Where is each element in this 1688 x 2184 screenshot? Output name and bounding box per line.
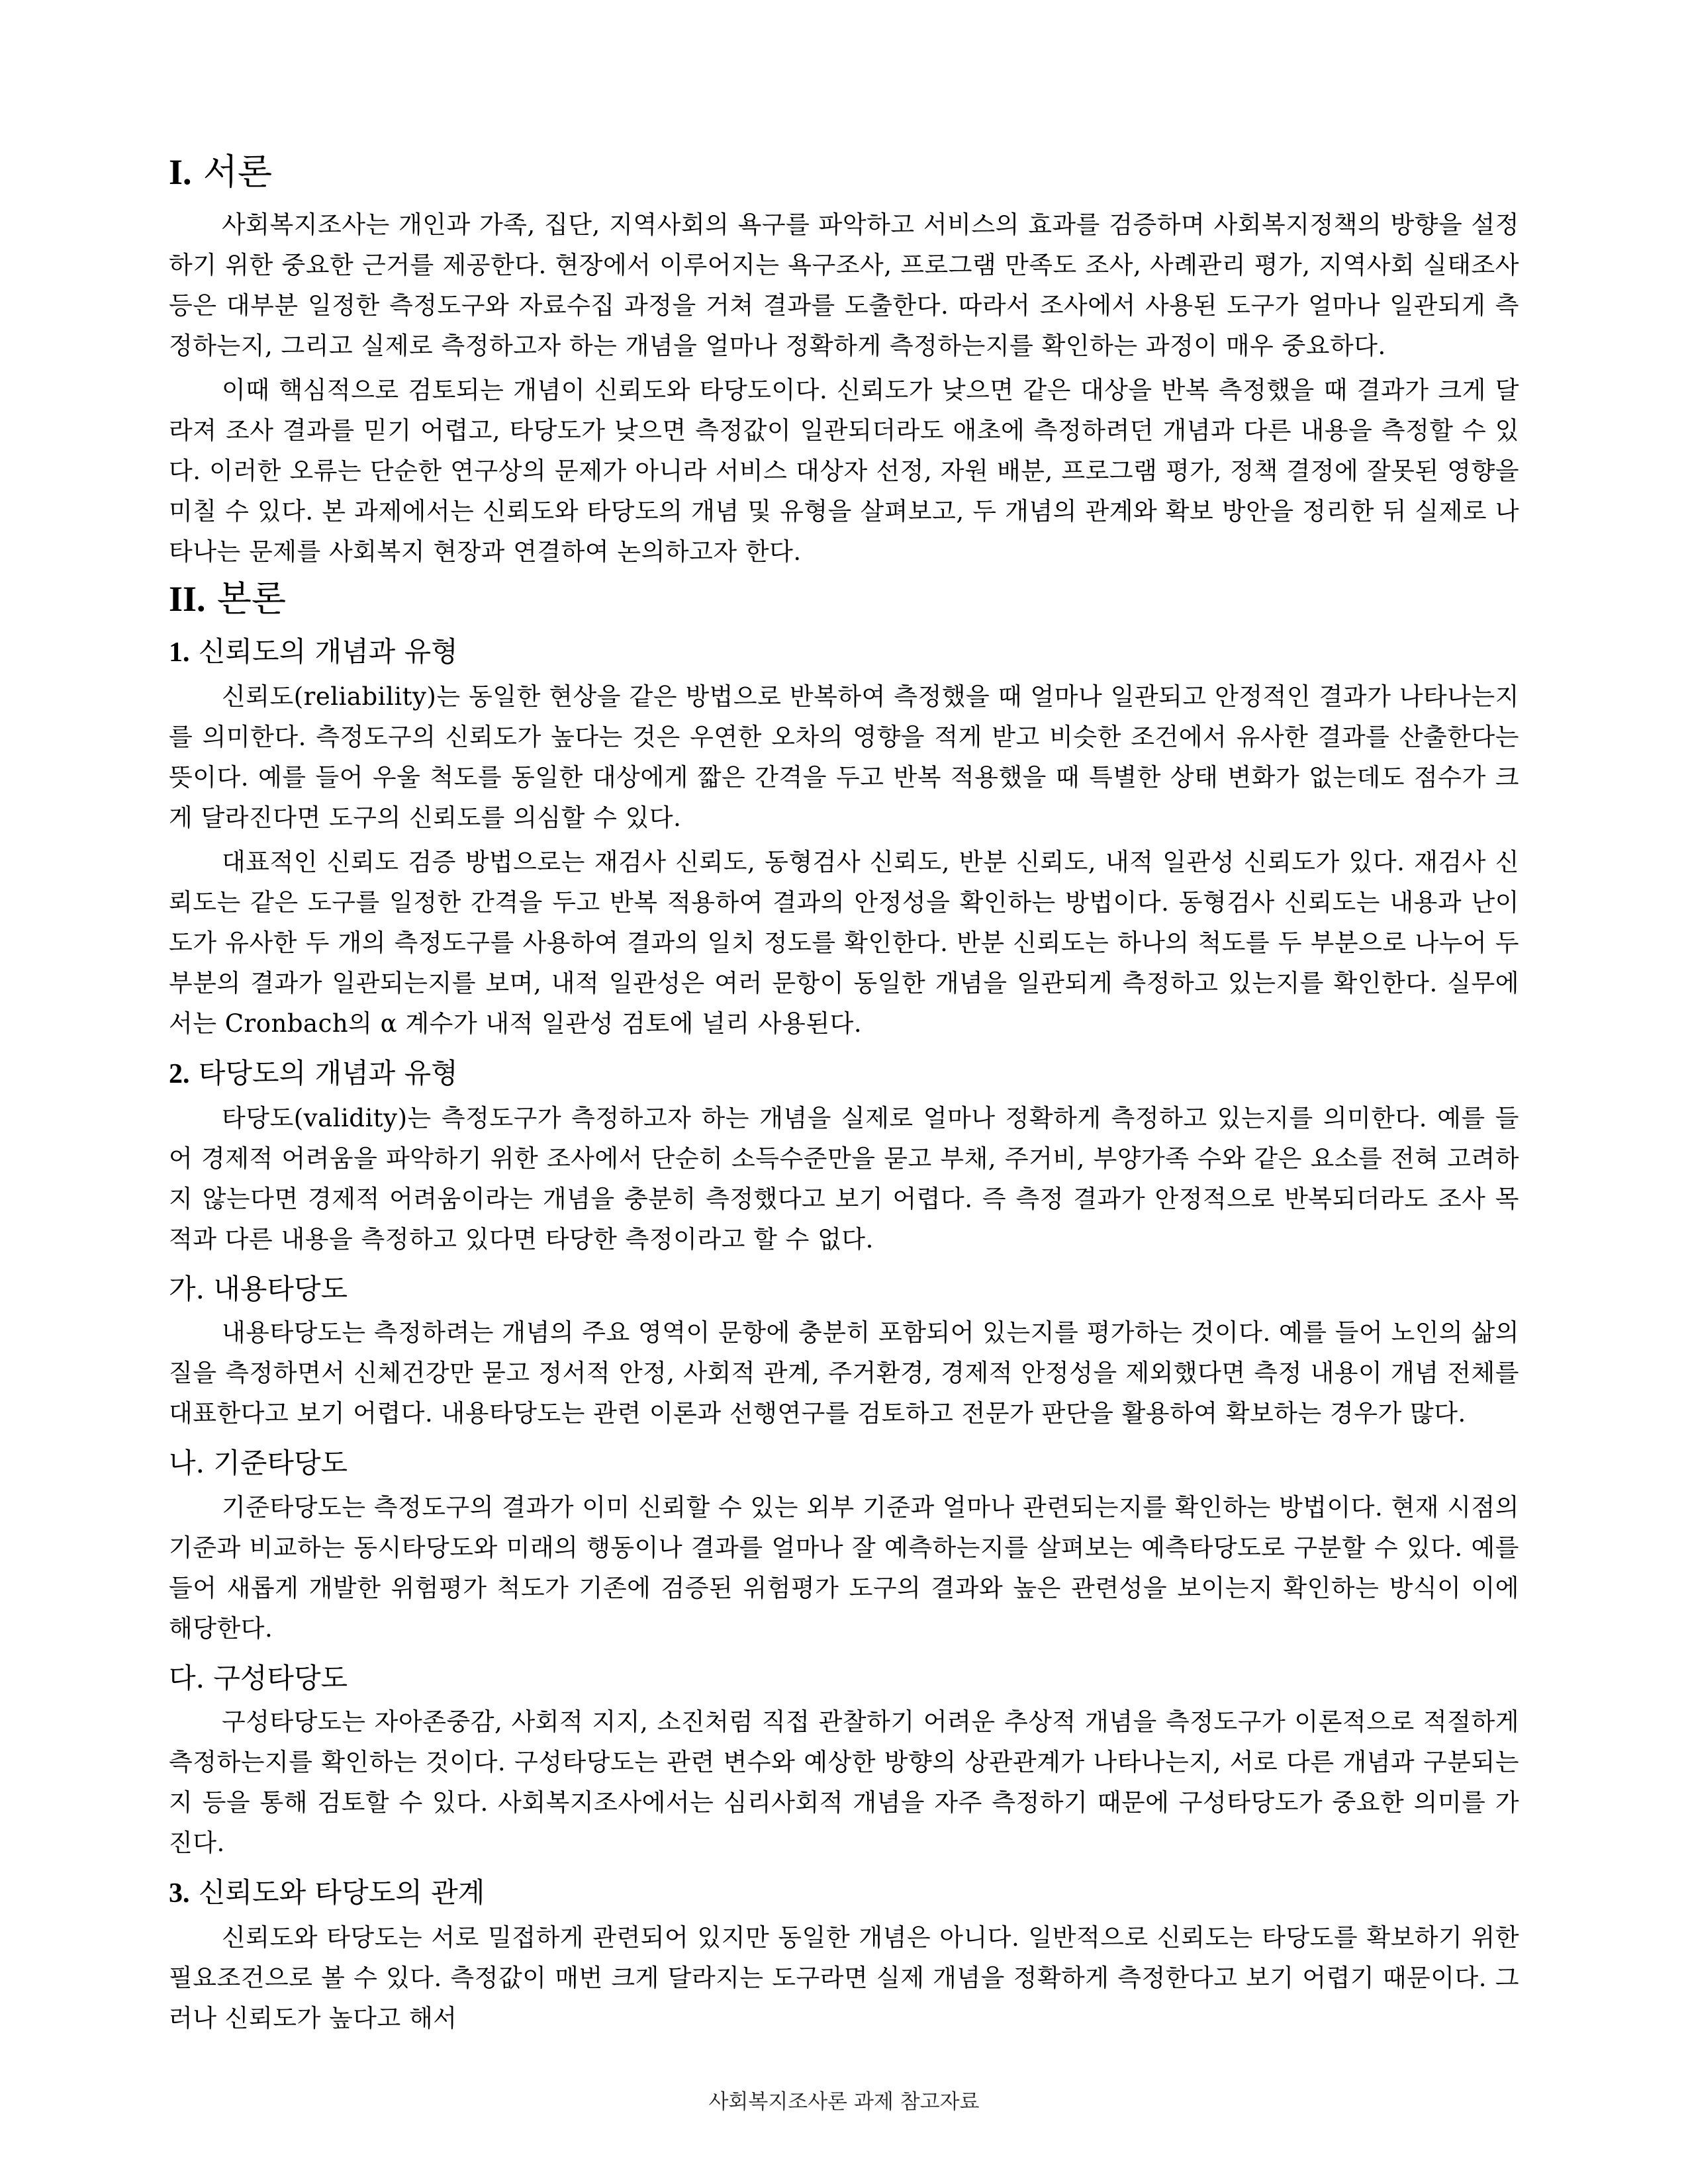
item-heading-criterion-validity: 나. 기준타당도 (169, 1447, 348, 1480)
subsection-heading-reliability: 1. 신뢰도의 개념과 유형 (169, 635, 458, 668)
paragraph: 타당도(validity)는 측정도구가 측정하고자 하는 개념을 실제로 얼마나 정확하게 측정하고 있는지를 의미한다. 예를 들어 경제적 어려움을 파악하기 위한 조사에서 단순히 소득수준만을 묻고 부채, 주거비, 부양가족 수와 같은 요소를 전혀 고려하지 않는다면 경제적 어려움이라는 개념을 충분히 측정했다고 보기 어렵다. 즉 측정 결과가 안정적으로 반복되더라도 조사 목적과 다른 내용을 측정하고 있다면 타당한 측정이라고 할 수 없다. (169, 1103, 1519, 1253)
section-heading-body: II. 본론 (169, 578, 287, 620)
subsection-heading-validity: 2. 타당도의 개념과 유형 (169, 1056, 458, 1089)
item-heading-construct-validity: 다. 구성타당도 (169, 1661, 348, 1694)
paragraph: 이때 핵심적으로 검토되는 개념이 신뢰도와 타당도이다. 신뢰도가 낮으면 같은 대상을 반복 측정했을 때 결과가 크게 달라져 조사 결과를 믿기 어렵고, 타당도가 낮으면 측정값이 일관되더라도 애초에 측정하려던 개념과 다른 내용을 측정할 수 있다. 이러한 오류는 단순한 연구상의 문제가 아니라 서비스 대상자 선정, 자원 배분, 프로그램 평가, 정책 결정에 잘못된 영향을 미칠 수 있다. 본 과제에서는 신뢰도와 타당도의 개념 및 유형을 살펴보고, 두 개념의 관계와 확보 방안을 정리한 뒤 실제로 나타나는 문제를 사회복지 현장과 연결하여 논의하고자 한다. (169, 376, 1519, 567)
paragraph: 내용타당도는 측정하려는 개념의 주요 영역이 문항에 충분히 포함되어 있는지를 평가하는 것이다. 예를 들어 노인의 삶의 질을 측정하면서 신체건강만 묻고 정서적 안정, 사회적 관계, 주거환경, 경제적 안정성을 제외했다면 측정 내용이 개념 전체를 대표한다고 보기 어렵다. 내용타당도는 관련 이론과 선행연구를 검토하고 전문가 판단을 활용하여 확보하는 경우가 많다. (169, 1318, 1519, 1428)
paragraph: 구성타당도는 자아존중감, 사회적 지지, 소진처럼 직접 관찰하기 어려운 추상적 개념을 측정도구가 이론적으로 적절하게 측정하는지를 확인하는 것이다. 구성타당도는 관련 변수와 예상한 방향의 상관관계가 나타나는지, 서로 다른 개념과 구분되는지 등을 통해 검토할 수 있다. 사회복지조사에서는 심리사회적 개념을 자주 측정하기 때문에 구성타당도가 중요한 의미를 가진다. (169, 1707, 1519, 1858)
item-heading-content-validity: 가. 내용타당도 (169, 1272, 348, 1305)
section-heading-intro: I. 서론 (169, 151, 273, 193)
paragraph: 신뢰도와 타당도는 서로 밀접하게 관련되어 있지만 동일한 개념은 아니다. 일반적으로 신뢰도는 타당도를 확보하기 위한 필요조건으로 볼 수 있다. 측정값이 매번 크게 달라지는 도구라면 실제 개념을 정확하게 측정한다고 보기 어렵기 때문이다. 그러나 신뢰도가 높다고 해서 (169, 1923, 1519, 2032)
paragraph: 사회복지조사는 개인과 가족, 집단, 지역사회의 욕구를 파악하고 서비스의 효과를 검증하며 사회복지정책의 방향을 설정하기 위한 중요한 근거를 제공한다. 현장에서 이루어지는 욕구조사, 프로그램 만족도 조사, 사례관리 평가, 지역사회 실태조사 등은 대부분 일정한 측정도구와 자료수집 과정을 거쳐 결과를 도출한다. 따라서 조사에서 사용된 도구가 얼마나 일관되게 측정하는지, 그리고 실제로 측정하고자 하는 개념을 얼마나 정확하게 측정하는지를 확인하는 과정이 매우 중요하다. (169, 210, 1519, 361)
paragraph: 신뢰도(reliability)는 동일한 현상을 같은 방법으로 반복하여 측정했을 때 얼마나 일관되고 안정적인 결과가 나타나는지를 의미한다. 측정도구의 신뢰도가 높다는 것은 우연한 오차의 영향을 적게 받고 비슷한 조건에서 유사한 결과를 산출한다는 뜻이다. 예를 들어 우울 척도를 동일한 대상에게 짧은 간격을 두고 반복 적용했을 때 특별한 상태 변화가 없는데도 점수가 크게 달라진다면 도구의 신뢰도를 의심할 수 있다. (169, 682, 1519, 832)
paragraph: 대표적인 신뢰도 검증 방법으로는 재검사 신뢰도, 동형검사 신뢰도, 반분 신뢰도, 내적 일관성 신뢰도가 있다. 재검사 신뢰도는 같은 도구를 일정한 간격을 두고 반복 적용하여 결과의 안정성을 확인하는 방법이다. 동형검사 신뢰도는 내용과 난이도가 유사한 두 개의 측정도구를 사용하여 결과의 일치 정도를 확인한다. 반분 신뢰도는 하나의 척도를 두 부분으로 나누어 두 부분의 결과가 일관되는지를 보며, 내적 일관성은 여러 문항이 동일한 개념을 일관되게 측정하고 있는지를 확인한다. 실무에서는 Cronbach의 α 계수가 내적 일관성 검토에 널리 사용된다. (169, 847, 1519, 1038)
subsection-heading-relationship: 3. 신뢰도와 타당도의 관계 (169, 1876, 485, 1909)
paragraph: 기준타당도는 측정도구의 결과가 이미 신뢰할 수 있는 외부 기준과 얼마나 관련되는지를 확인하는 방법이다. 현재 시점의 기준과 비교하는 동시타당도와 미래의 행동이나 결과를 얼마나 잘 예측하는지를 살펴보는 예측타당도로 구분할 수 있다. 예를 들어 새롭게 개발한 위험평가 척도가 기존에 검증된 위험평가 도구의 결과와 높은 관련성을 보이는지 확인하는 방식이 이에 해당한다. (169, 1492, 1519, 1643)
page-footer: 사회복지조사론 과제 참고자료 (708, 2090, 980, 2114)
document-body (169, 149, 1519, 2042)
